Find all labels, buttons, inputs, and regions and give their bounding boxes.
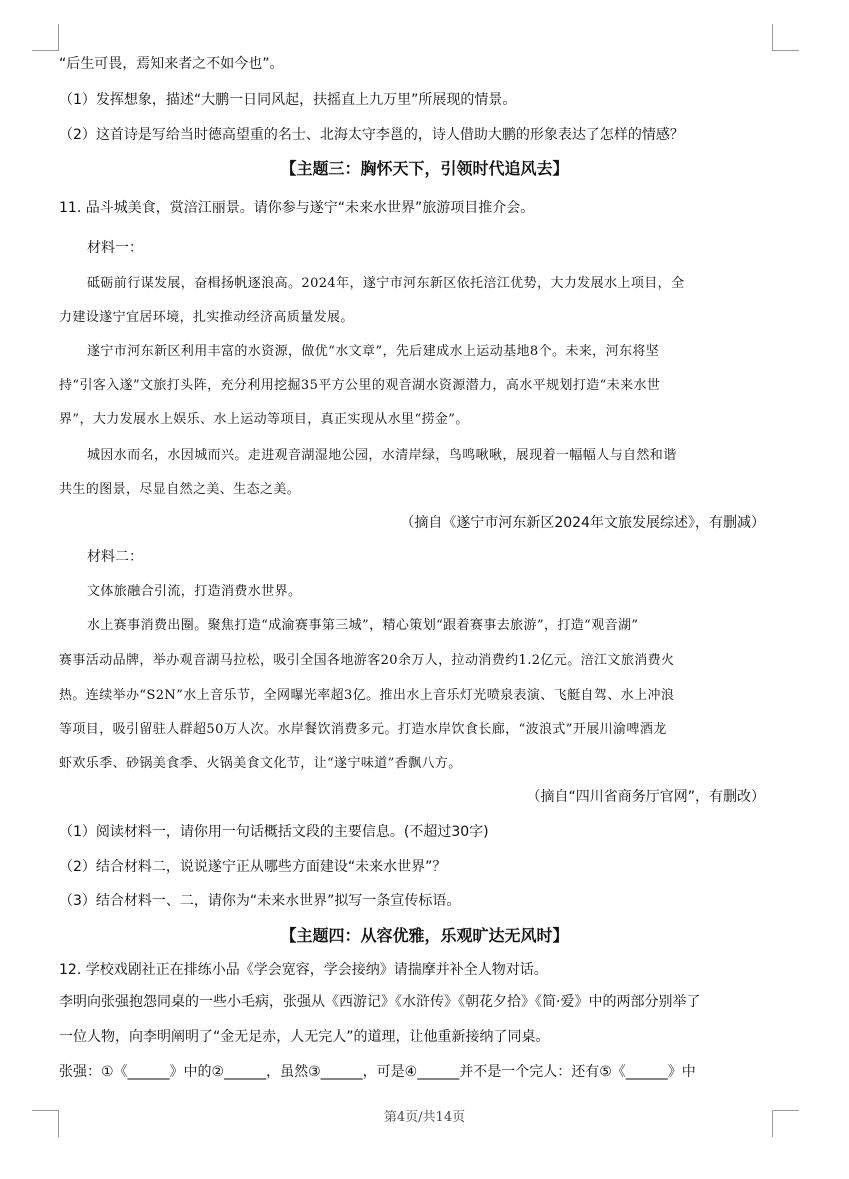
crop-mark-top-right [772,24,799,51]
material1-label: 材料一： [87,240,143,256]
section-heading-3: 【主题三：胸怀天下，引领时代追风去】 [280,159,569,178]
material2-source: （摘自“四川省商务厅官网”，有删改） [526,789,765,805]
quote-line: “后生可畏，焉知来者之不如今也”。 [59,56,284,72]
material2-line: 虾欢乐季、砂锅美食季、火锅美食文化节，让“遂宁味道”香飘八方。 [59,756,462,771]
material1-source: （摘自《遂宁市河东新区2024年文旅发展综述》，有删减） [400,515,765,531]
q10-sub2: （2）这首诗是写给当时德高望重的名士、北海太守李邕的，诗人借助大鹏的形象表达了怎样的情感？ [59,127,684,143]
material2-label: 材料二： [87,549,143,565]
material1-line: 力建设遂宁宜居环境，扎实推动经济高质量发展。 [59,310,354,325]
q12-line: 一位人物，向李明阐明了“金无足赤，人无完人”的道理，让他重新接纳了同桌。 [59,1029,550,1045]
section-heading-4: 【主题四：从容优雅，乐观旷达无风时】 [280,926,569,945]
q12-line: 李明向张强抱怨同桌的一些小毛病，张强从《西游记》《水浒传》《朝花夕拾》《简·爱》中的两部分别举了 [59,994,701,1010]
material1-line: 砥砺前行谋发展，奋楫扬帆逐浪高。2024年，遂宁市河东新区依托涪江优势，大力发展水上项目，全 [87,276,685,291]
material1-line: 共生的图景，尽显自然之美、生态之美。 [59,482,301,497]
q12-stem: 12. 学校戏剧社正在排练小品《学会宽容，学会接纳》请揣摩并补全人物对话。 [59,962,548,978]
q10-sub1: （1）发挥想象，描述“大鹏一日同风起，扶摇直上九万里”所展现的情景。 [59,92,517,108]
material1-line: 持“引客入遂”文旅打头阵，充分利用挖掘35平方公里的观音湖水资源潜力，高水平规划打造“未来水世 [59,378,661,393]
crop-mark-top-left [32,24,59,51]
material2-line: 等项目，吸引留驻人群超50万人次。水岸餐饮消费多元。打造水岸饮食长廊，“波浪式”开展川渝啤酒龙 [59,722,667,737]
material2-line: 水上赛事消费出圈。聚焦打造“成渝赛事第三城”，精心策划“跟着赛事去旅游”，打造“观音湖” [87,618,639,633]
q12-line: 张强：①《______》中的②______，虽然③______，可是④______并不是一个完人：还有⑤《______》中 [59,1064,696,1080]
material1-line: 界”，大力发展水上娱乐、水上运动等项目，真正实现从水里“捞金”。 [59,412,469,427]
material2-line: 文体旅融合引流，打造消费水世界。 [87,584,302,599]
q11-sub2: （2）结合材料二，说说遂宁正从哪些方面建设“未来水世界”？ [59,859,447,875]
material2-line: 赛事活动品牌，举办观音湖马拉松，吸引全国各地游客20余万人，拉动消费约1.2亿元。涪江文旅消费火 [59,653,675,668]
material1-line: 遂宁市河东新区利用丰富的水资源，做优“水文章”，先后建成水上运动基地8个。未来，河东将坚 [87,344,660,359]
material1-line: 城因水而名，水因城而兴。走进观音湖湿地公园，水清岸绿，鸟鸣啾啾，展现着一幅幅人与自然和谐 [87,448,677,463]
q11-sub1: （1）阅读材料一，请你用一句话概括文段的主要信息。(不超过30字) [59,824,489,840]
q11-stem: 11. 品斗城美食，赏涪江丽景。请你参与遂宁“未来水世界”旅游项目推介会。 [59,200,535,216]
q11-sub3: （3）结合材料一、二，请你为“未来水世界”拟写一条宣传标语。 [59,893,461,909]
page-footer: 第4页/共14页 [383,1110,466,1125]
material2-line: 热。连续举办“S2N”水上音乐节，全网曝光率超3亿。推出水上音乐灯光喷泉表演、飞艇自驾、水上冲浪 [59,688,675,703]
